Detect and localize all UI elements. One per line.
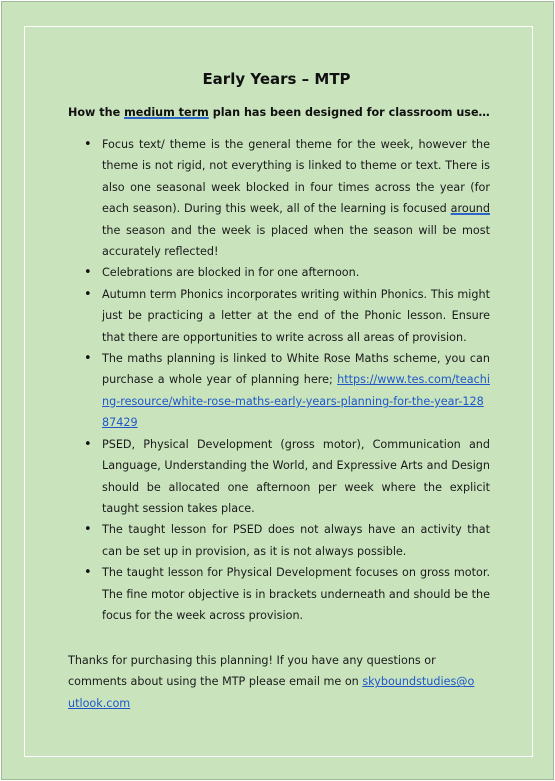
email-link[interactable]: skyboundstudies@outlook.com	[68, 675, 475, 710]
bullet-text: The maths planning is linked to White Rose Maths scheme, you can purchase a whole year of planning here;	[102, 352, 490, 387]
intro-heading	[68, 106, 498, 119]
bullet-text-end: the season and the week is placed when the season will be most accurately reflected!	[102, 223, 490, 259]
footer-text: Thanks for purchasing this planning! If you have any questions or comments about using the MTP please email me on	[68, 654, 436, 689]
bullet-text: The taught lesson for PSED does not always have an activity that can be set up in provision, as it is not always possible.	[102, 523, 490, 558]
list-item	[68, 562, 490, 626]
intro-highlight: medium term	[124, 106, 209, 119]
bullet-text: Autumn term Phonics incorporates writing within Phonics. This might just be practicing a letter at the end of the Phonic lesson. Ensure that there are opportunities to write across all areas of provision.	[102, 287, 490, 344]
white-rose-maths-link[interactable]: https://www.tes.com/teaching-resource/white-rose-maths-early-years-planning-for-the-year-12887429	[102, 373, 490, 430]
intro-text-end: plan has been designed for classroom use…	[208, 106, 490, 119]
intro-text-start: How the	[68, 106, 125, 119]
list-item	[68, 434, 490, 520]
list-item	[68, 519, 490, 562]
list-item	[68, 348, 490, 434]
list-item	[68, 134, 490, 262]
bullet-text: Celebrations are blocked in for one afternoon.	[102, 266, 360, 280]
bullet-text: PSED, Physical Development (gross motor), Communication and Language, Understanding the World, and Expressive Arts and Design should be allocated one afternoon per week where the explicit taught session takes place.	[102, 437, 490, 515]
bullet-highlight: around	[450, 202, 490, 216]
footer-note	[68, 650, 478, 714]
list-item	[68, 262, 490, 283]
bullet-text: The taught lesson for Physical Development focuses on gross motor. The fine motor objective is in brackets underneath and should be the focus for the week across provision.	[102, 566, 490, 622]
page-title: Early Years – MTP	[202, 70, 351, 88]
bullet-list	[68, 134, 490, 626]
bullet-text-start: Focus text/ theme is the general theme for the week, however the theme is not rigid, not everything is linked to theme or text. There is also one seasonal week blocked in four times across the year (for each season). During this week, all of the learning is focused	[102, 138, 490, 216]
list-item	[68, 284, 490, 348]
